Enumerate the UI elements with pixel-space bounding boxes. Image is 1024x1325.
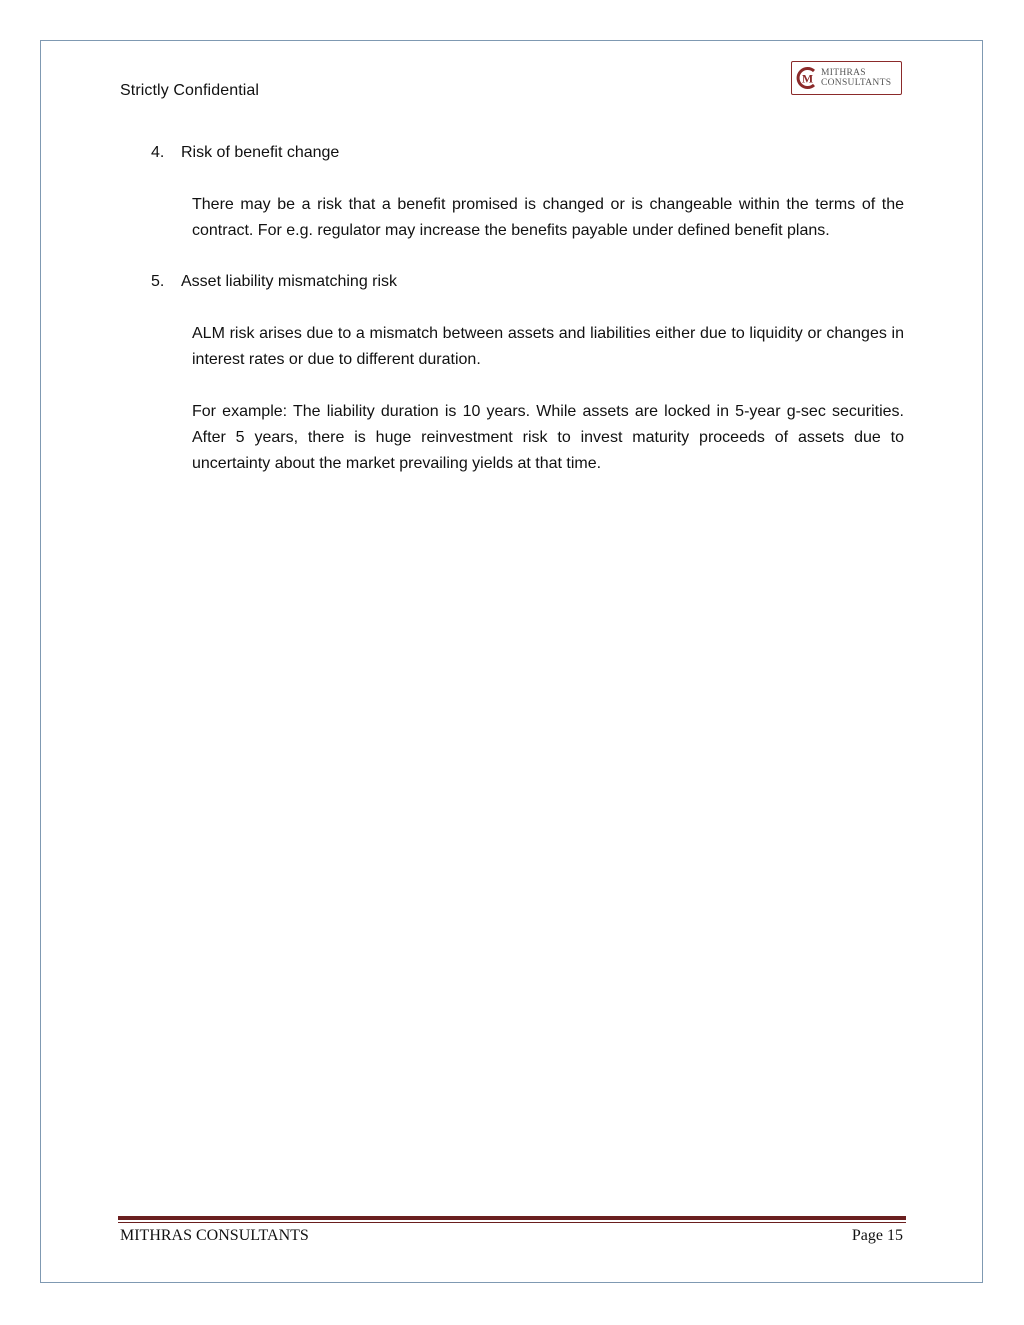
section-paragraph: ALM risk arises due to a mismatch between assets and liabilities either due to liquidity or changes in interest rates or due to different duration. (192, 325, 904, 368)
section-4 (120, 140, 904, 244)
section-heading (151, 269, 904, 295)
logo-mark-letter: M (801, 71, 814, 86)
section-title: Risk of benefit change (181, 144, 340, 161)
section-paragraph: There may be a risk that a benefit promised is changed or is changeable within the terms of the contract. For e.g. regulator may increase the benefits payable under defined benefit plans. (192, 196, 904, 239)
section-heading (151, 140, 904, 166)
section-number: 4. (151, 144, 165, 161)
section-5 (120, 269, 904, 477)
footer-page-number: Page 15 (851, 1227, 903, 1244)
logo-text (821, 68, 891, 88)
logo-mark-icon (796, 66, 818, 90)
logo-line-2: CONSULTANTS (821, 78, 892, 88)
footer-rule-thin (118, 1222, 906, 1223)
footer-company-name: MITHRAS CONSULTANTS (120, 1227, 309, 1244)
main-content (120, 140, 904, 477)
footer-rule-thick (118, 1216, 906, 1220)
footer-rule (118, 1216, 906, 1223)
header-confidential-label: Strictly Confidential (120, 82, 260, 99)
section-number: 5. (151, 273, 165, 290)
company-logo (791, 61, 902, 95)
section-paragraph: For example: The liability duration is 10 years. While assets are locked in 5-year g-sec securities. After 5 years, there is huge reinvestment risk to invest maturity proceeds of assets due to uncertainty about the market prevailing yields at that time. (192, 403, 904, 472)
logo-line-1: MITHRAS (821, 68, 866, 78)
section-title: Asset liability mismatching risk (181, 273, 398, 290)
